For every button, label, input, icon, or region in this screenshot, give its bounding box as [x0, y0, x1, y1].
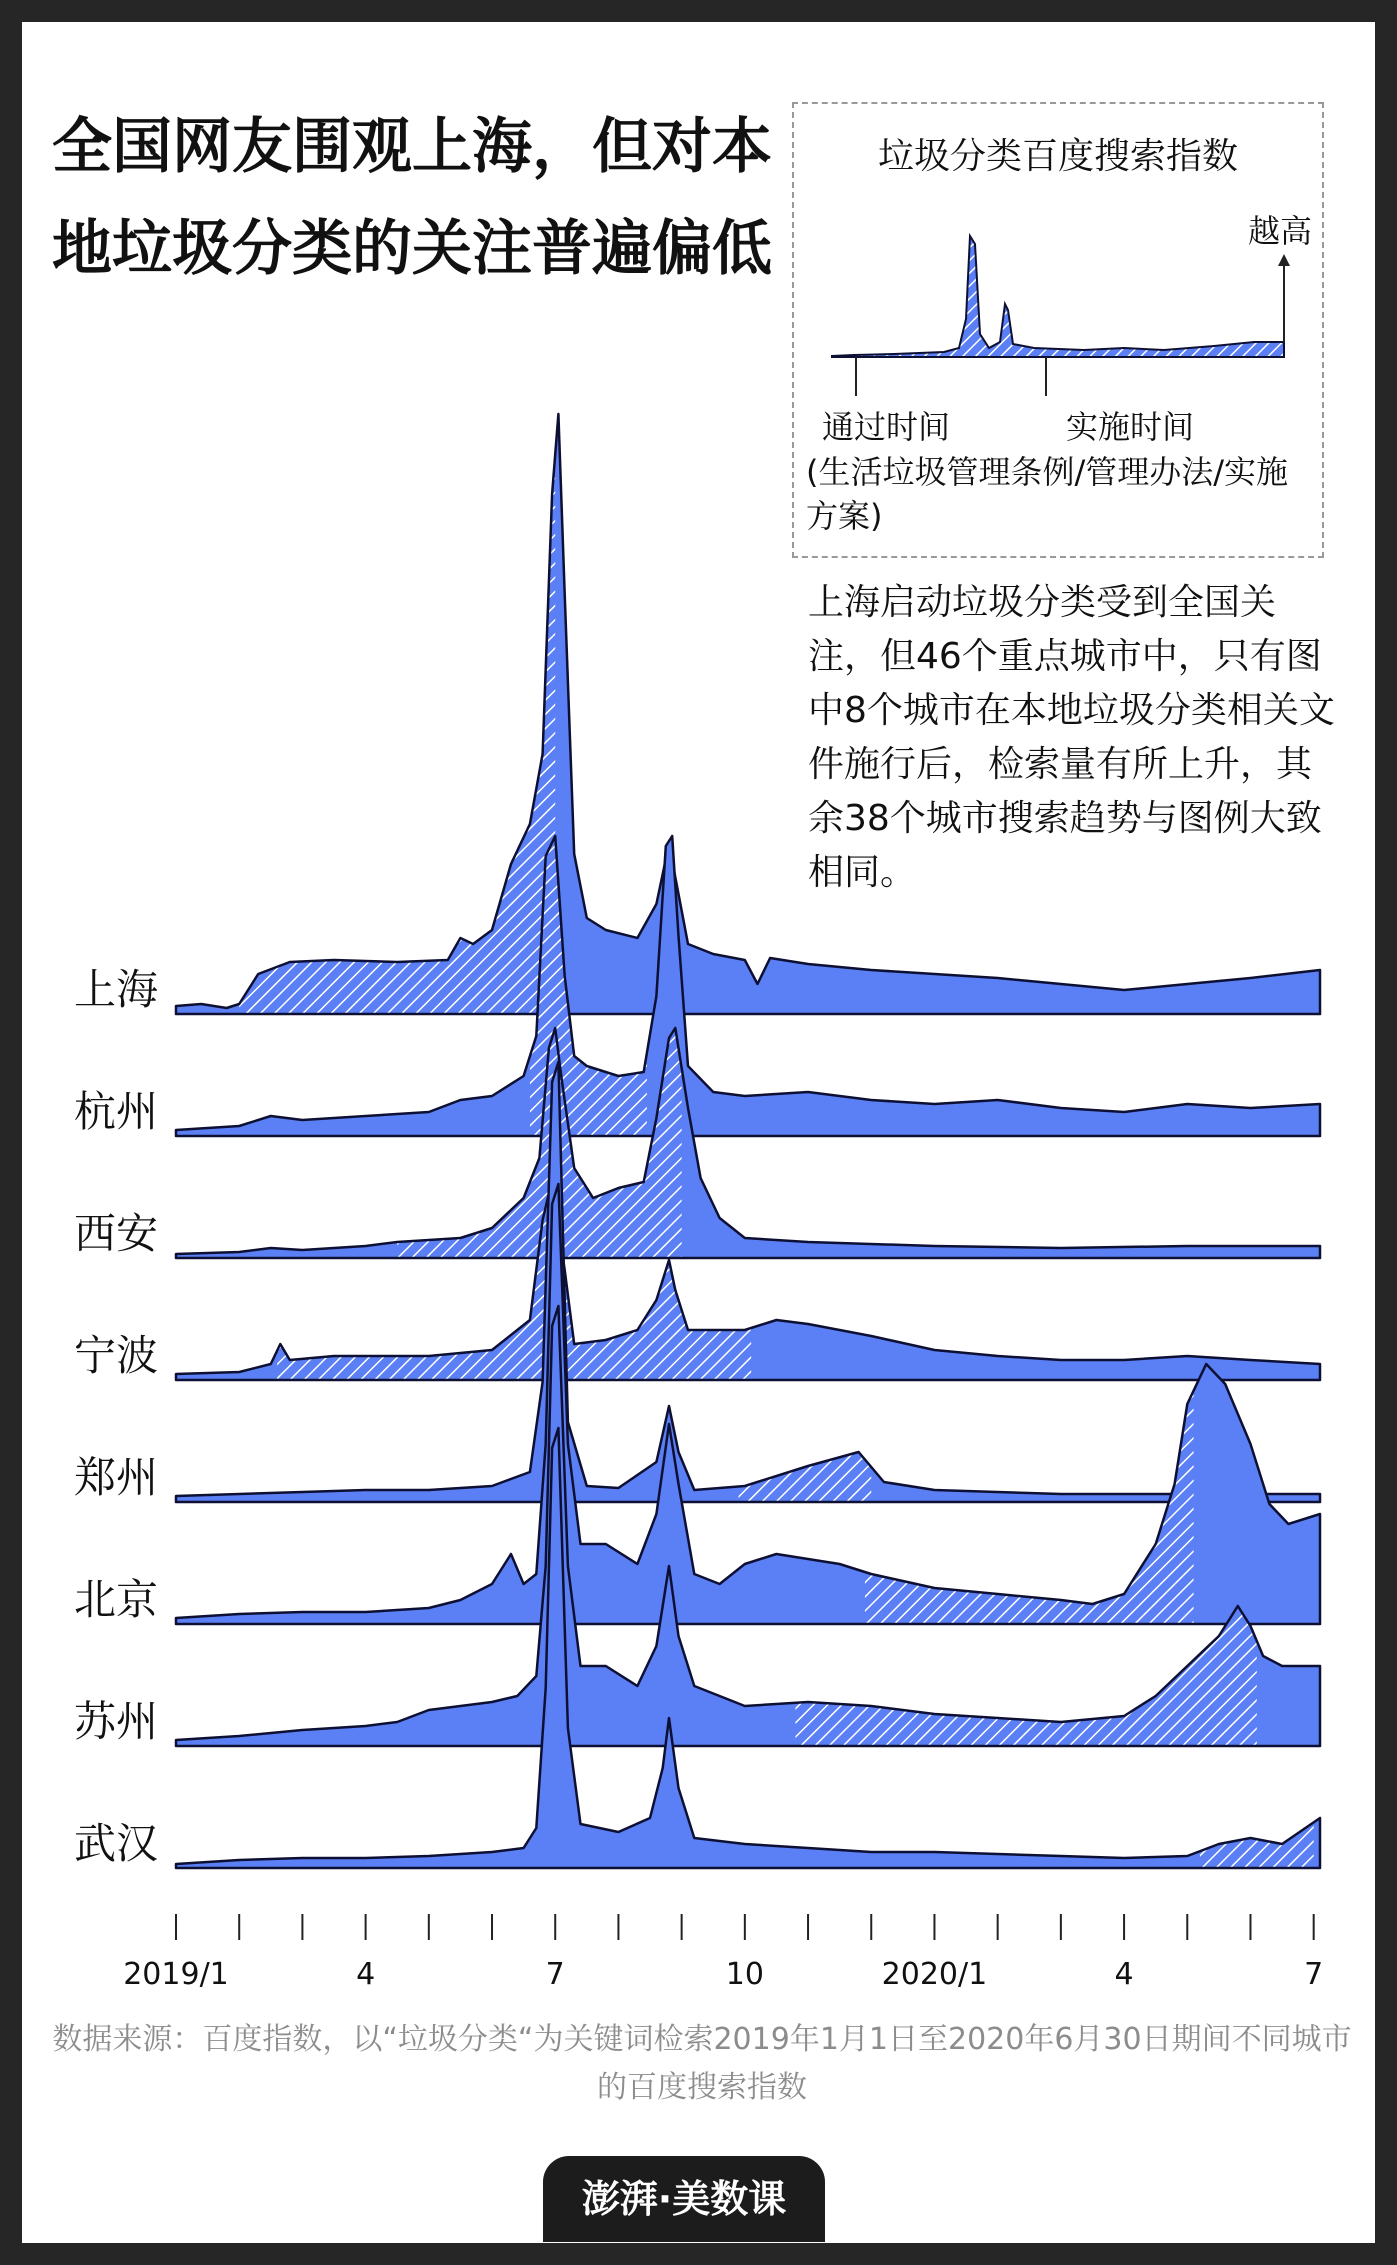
series-outline — [176, 1028, 1320, 1258]
main-title: 全国网友围观上海，但对本地垃圾分类的关注普遍偏低 — [52, 112, 772, 284]
city-label: 苏州 — [74, 1697, 159, 1746]
legend-note: (生活垃圾管理条例/管理办法/实施方案) — [806, 453, 1289, 535]
series-hatch — [176, 1028, 1320, 1258]
city-label: 武汉 — [74, 1819, 159, 1868]
series-3 — [74, 1028, 1320, 1258]
series-area — [176, 1028, 1320, 1258]
legend-pass-time-label: 通过时间 — [822, 408, 951, 446]
legend-implement-time-label: 实施时间 — [1066, 408, 1195, 446]
city-label: 宁波 — [74, 1331, 159, 1380]
city-label: 北京 — [74, 1575, 159, 1624]
x-tick-label: 7 — [545, 1957, 565, 1992]
brand-logo: 澎湃·美数课 — [543, 2156, 825, 2242]
city-label: 杭州 — [74, 1087, 159, 1136]
x-tick-label: 4 — [1114, 1957, 1134, 1992]
series-1 — [74, 414, 1320, 1014]
ridge-series-group — [74, 414, 1320, 1868]
x-axis — [123, 1914, 1323, 1992]
series-hatch — [176, 414, 1320, 1014]
legend-title: 垃圾分类百度搜索指数 — [877, 136, 1238, 177]
x-tick-label: 10 — [725, 1957, 764, 1992]
series-outline — [176, 414, 1320, 1014]
x-tick-label: 2019/1 — [123, 1957, 229, 1992]
series-area — [176, 414, 1320, 1014]
series-hatch — [176, 1180, 1320, 1380]
city-label: 上海 — [74, 965, 159, 1014]
description-text: 上海启动垃圾分类受到全国关注，但46个重点城市中，只有图中8个城市在本地垃圾分类相关文件施行后，检索量有所上升，其余38个城市搜索趋势与图例大致相同。 — [808, 582, 1335, 893]
city-label: 西安 — [74, 1209, 159, 1258]
x-tick-label: 4 — [356, 1957, 376, 1992]
city-label: 郑州 — [74, 1453, 159, 1502]
x-tick-label: 7 — [1304, 1957, 1324, 1992]
x-tick-label: 2020/1 — [881, 1957, 988, 1992]
legend-higher-label: 越高 — [1248, 212, 1313, 250]
source-note: 数据来源：百度指数，以“垃圾分类“为关键词检索2019年1月1日至2020年6月30日期间不同城市的百度搜索指数 — [52, 2022, 1352, 2105]
